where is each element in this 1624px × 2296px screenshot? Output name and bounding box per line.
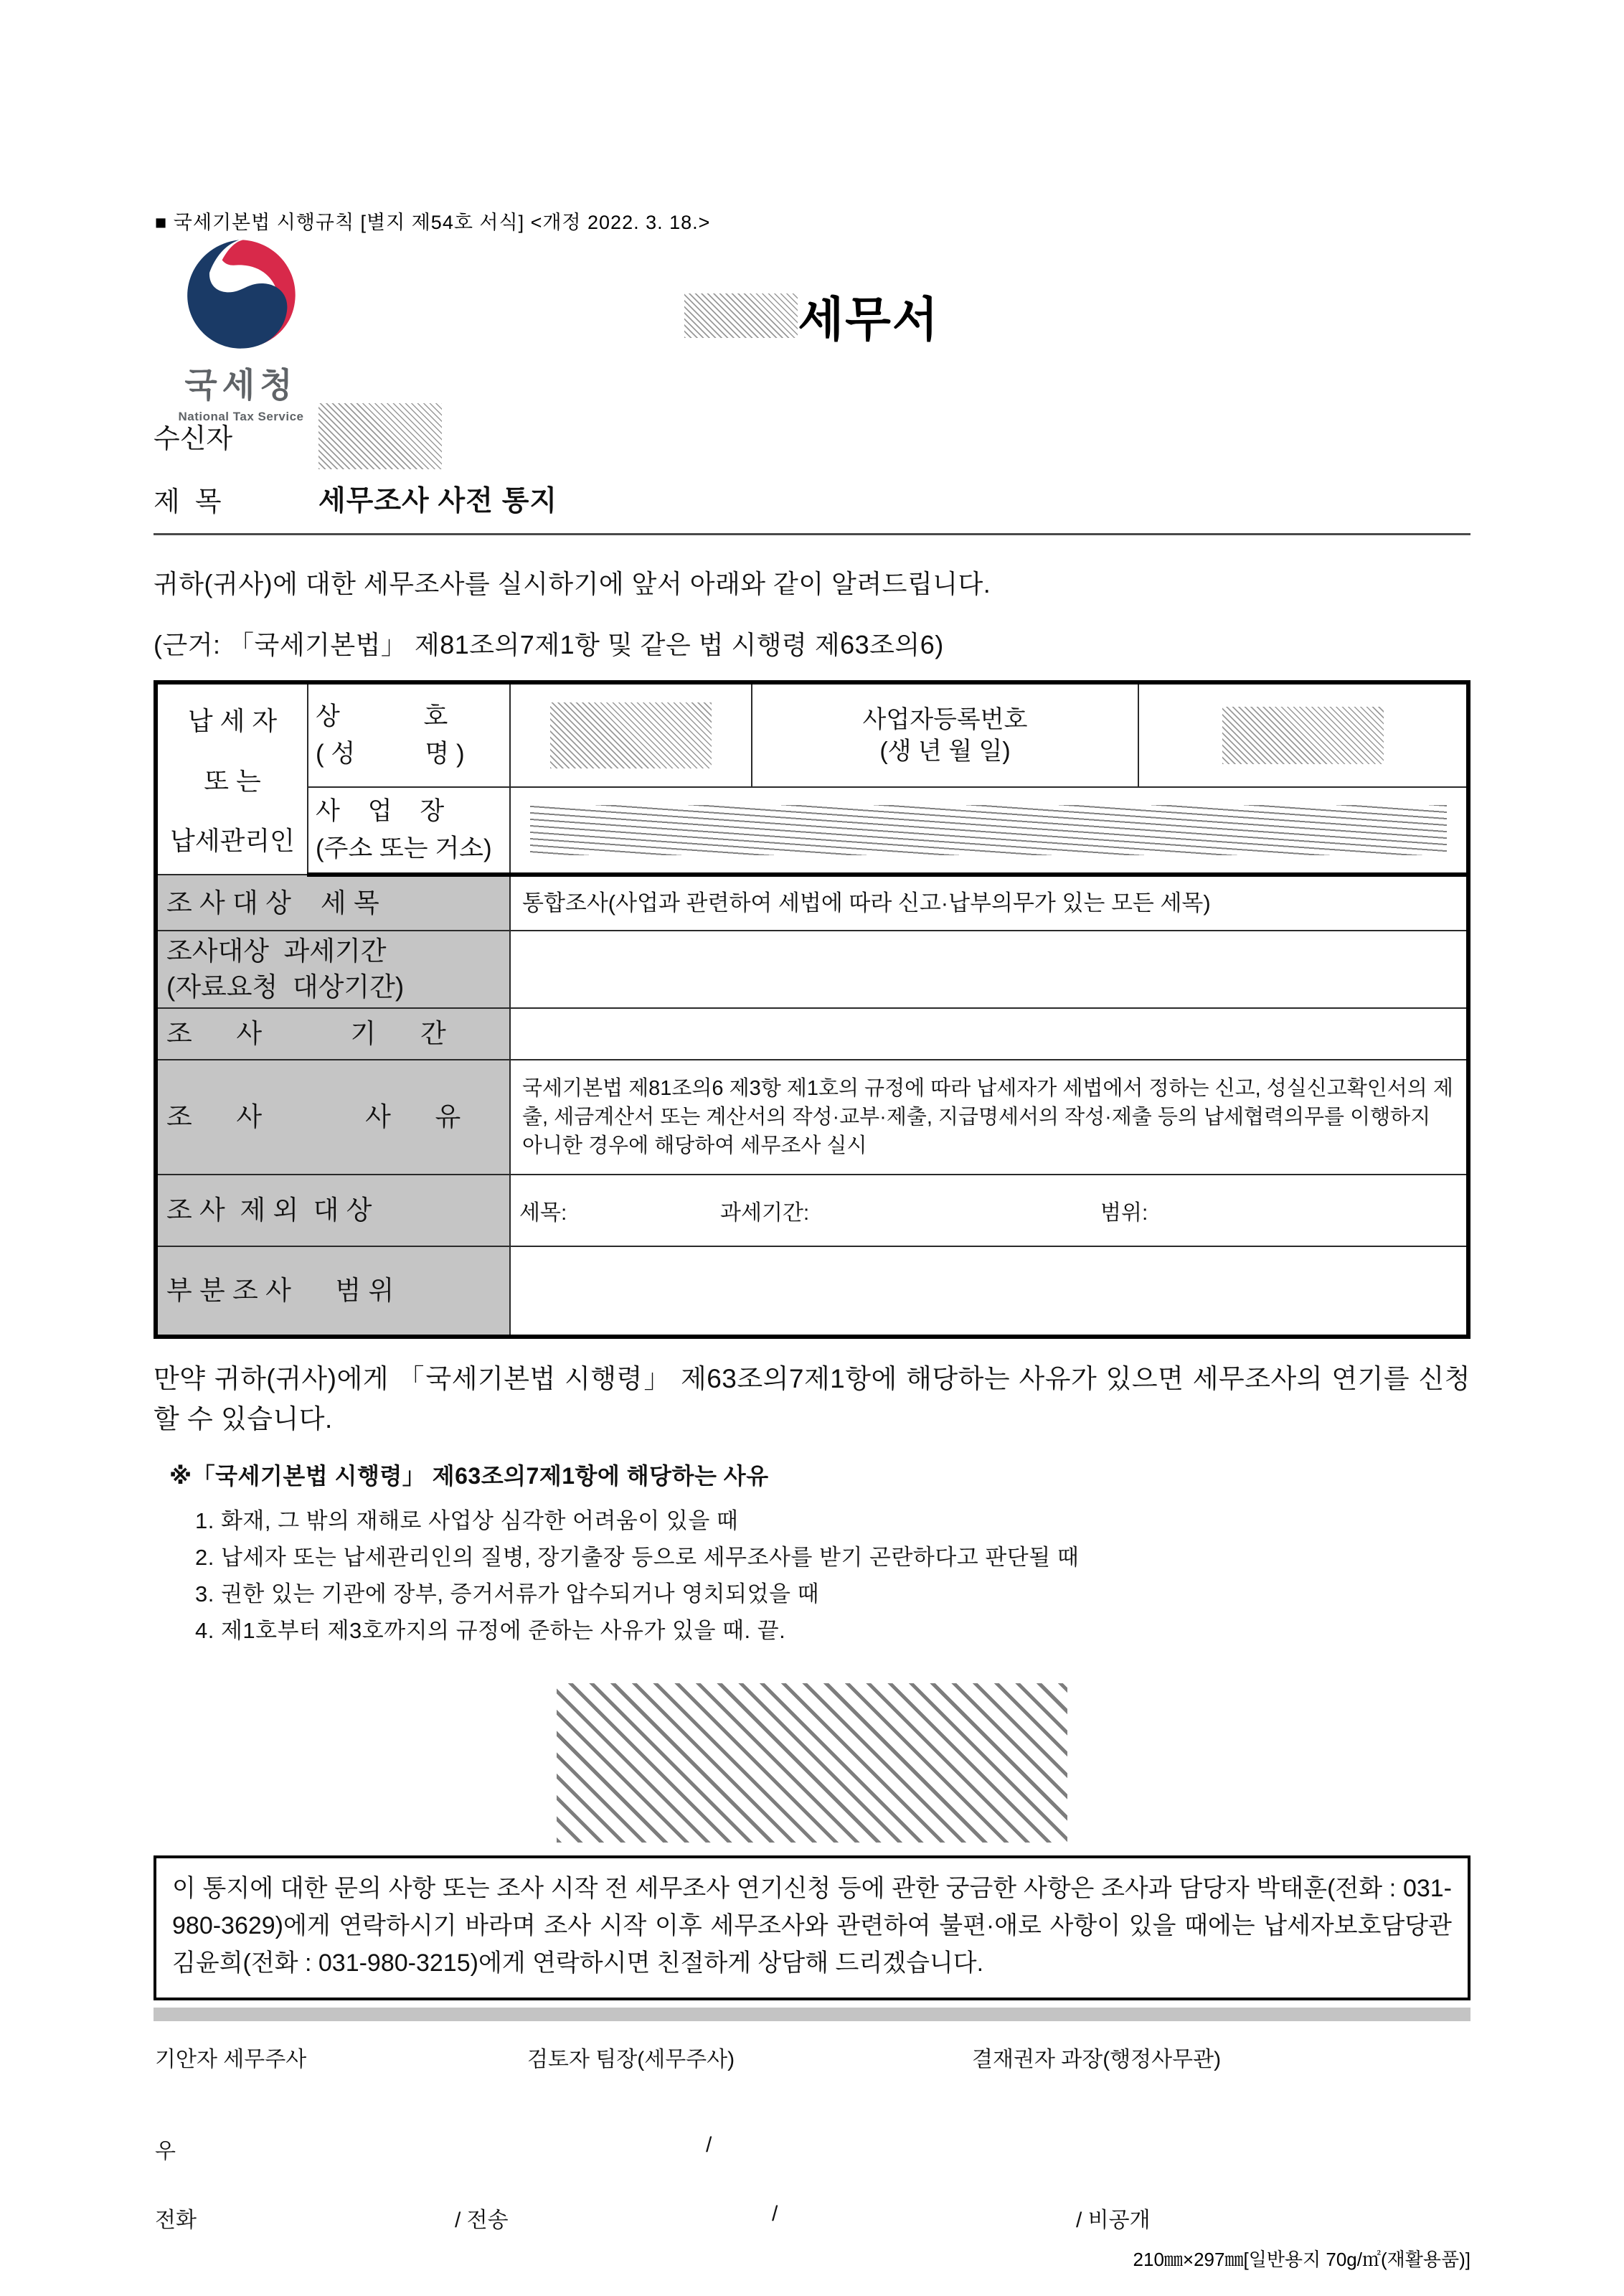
drafter-label: 기안자 세무주사 bbox=[155, 2048, 307, 2071]
registration-number-value-cell bbox=[1138, 682, 1468, 787]
trade-name-label-cell bbox=[308, 682, 510, 787]
note-item-1: 1. 화재, 그 밖의 재해로 사업상 심각한 어려움이 있을 때 bbox=[195, 1508, 739, 1533]
intro-paragraph: 귀하(귀사)에 대한 세무조사를 실시하기에 앞서 아래와 같이 알려드립니다. bbox=[154, 569, 991, 598]
fax-label: / 전송 bbox=[455, 2208, 509, 2232]
table-row bbox=[156, 1246, 1468, 1337]
privacy-label: / 비공개 bbox=[1076, 2208, 1151, 2232]
office-title-suffix: 세무서 bbox=[798, 293, 940, 346]
business-label-line1: 사 업 장 bbox=[316, 797, 445, 825]
excluded-period-label: 과세기간: bbox=[720, 1201, 810, 1225]
trade-name-label-line2: ( 성 명 ) bbox=[316, 740, 465, 768]
notice-table bbox=[154, 680, 1470, 1339]
footer-gray-bar bbox=[154, 2008, 1470, 2021]
partial-scope-value-cell bbox=[510, 1246, 1468, 1337]
reg-no-label-line1: 사업자등록번호 bbox=[862, 706, 1028, 733]
recipient-row bbox=[154, 402, 1470, 470]
tax-period-label-cell bbox=[156, 931, 510, 1008]
redacted-stamp-block bbox=[557, 1683, 1067, 1843]
form-reference: ■ 국세기본법 시행규칙 [별지 제54호 서식] <개정 2022. 3. 18.> bbox=[155, 212, 711, 233]
investigation-reason-label-cell bbox=[156, 1060, 510, 1175]
partial-scope-value bbox=[511, 1284, 1466, 1298]
phone-row bbox=[154, 2202, 1470, 2234]
table-row bbox=[156, 1008, 1468, 1060]
tax-items-value: 통합조사(사업과 관련하여 세법에 따라 신고·납부의무가 있는 모든 세목) bbox=[522, 890, 1211, 916]
excluded-value-cell bbox=[510, 1175, 1468, 1246]
document-body bbox=[154, 402, 1470, 2272]
tax-period-label-line2: (자료요청 대상기간) bbox=[166, 972, 405, 1002]
subject-label: 제 목 bbox=[154, 486, 222, 517]
redacted-trade-name bbox=[550, 702, 712, 768]
table-row bbox=[156, 1060, 1468, 1175]
tax-period-label-line1: 조사대상 과세기간 bbox=[166, 936, 387, 966]
redacted-recipient bbox=[318, 403, 442, 469]
table-row bbox=[156, 875, 1468, 931]
tax-items-label: 조 사 대 상 세 목 bbox=[166, 888, 379, 918]
trade-name-label-line1: 상 호 bbox=[316, 702, 448, 730]
note-item-4: 4. 제1호부터 제3호까지의 규정에 준하는 사유가 있을 때. 끝. bbox=[195, 1618, 786, 1643]
excluded-label-cell bbox=[156, 1175, 510, 1246]
logo-english-name: National Tax Service bbox=[178, 410, 304, 423]
tax-items-value-cell bbox=[510, 875, 1468, 931]
recipient-label: 수신자 bbox=[154, 424, 233, 454]
investigation-period-label: 조 사 기 간 bbox=[166, 1019, 446, 1048]
reg-no-label-line2: (생 년 월 일) bbox=[879, 738, 1011, 765]
investigation-period-label-cell bbox=[156, 1008, 510, 1060]
paper-size-note: 210㎜×297㎜[일반용지 70g/㎡(재활용품)] bbox=[1133, 2249, 1470, 2270]
subject-row bbox=[154, 480, 1470, 517]
investigation-reason-label: 조 사 사 유 bbox=[166, 1102, 461, 1131]
table-row bbox=[156, 787, 1468, 875]
postponement-paragraph: 만약 귀하(귀사)에게 「국세기본법 시행령」 제63조의7제1항에 해당하는 사유가 있으면 세무조사의 연기를 신청할 수 있습니다. bbox=[154, 1364, 1470, 1434]
mid-slash: / bbox=[772, 2202, 778, 2226]
redacted-office-name bbox=[684, 293, 798, 338]
contact-info-box: 이 통지에 대한 문의 사항 또는 조사 시작 전 세무조사 연기신청 등에 관한 궁금한 사항은 조사과 담당자 박태훈(전화 : 031-980-3629)에게 연락하시기 바라며 조사 시작 이후 세무조사와 관련하여 불편·애로 사항이 있을 때에는 납세자보호담당관 김윤희(전화 : 031-980-3215)에게 연락하시면 친절하게 상담해 드리겠습니다. bbox=[154, 1855, 1470, 2000]
logo-korean-name: 국세청 bbox=[184, 366, 298, 404]
table-row bbox=[156, 1175, 1468, 1246]
notes-heading: ※「국세기본법 시행령」 제63조의7제1항에 해당하는 사유 bbox=[169, 1463, 769, 1489]
subject-value: 세무조사 사전 통지 bbox=[318, 486, 558, 517]
postal-slash: / bbox=[706, 2133, 712, 2157]
tax-period-value-cell bbox=[510, 931, 1468, 1008]
business-place-label-cell bbox=[308, 787, 510, 875]
separator-line bbox=[154, 533, 1470, 535]
table-row bbox=[156, 931, 1468, 1008]
legal-basis-paragraph: (근거: 「국세기본법」 제81조의7제1항 및 같은 법 시행령 제63조의6) bbox=[154, 630, 944, 659]
taxpayer-label-2: 또 는 bbox=[204, 766, 261, 796]
taxpayer-label-1: 납 세 자 bbox=[187, 706, 278, 735]
business-place-value-cell bbox=[510, 787, 1468, 875]
investigation-period-value-cell bbox=[510, 1008, 1468, 1060]
investigation-reason-value: 국세기본법 제81조의6 제3항 제1호의 규정에 따라 납세자가 세법에서 정하는 신고, 성실신고확인서의 제출, 세금계산서 또는 계산서의 작성·교부·제출, 지급명세서의 작성·제출 등의 납세협력의무를 이행하지 아니한 경우에 해당하여 세무조사 실시 bbox=[522, 1077, 1453, 1157]
phone-label: 전화 bbox=[155, 2208, 197, 2232]
note-item-3: 3. 권한 있는 기관에 장부, 증거서류가 압수되거나 영치되었을 때 bbox=[195, 1581, 820, 1606]
business-label-line2: (주소 또는 거소) bbox=[316, 834, 492, 862]
partial-scope-label: 부 분 조 사 범 위 bbox=[166, 1276, 395, 1305]
approver-row bbox=[154, 2041, 1470, 2077]
table-row bbox=[156, 682, 1468, 787]
office-title bbox=[0, 281, 1624, 349]
postal-label: 우 bbox=[155, 2140, 176, 2163]
tax-period-value bbox=[511, 962, 1466, 977]
partial-scope-label-cell bbox=[156, 1246, 510, 1337]
approver-label: 결재권자 과장(행정사무관) bbox=[972, 2048, 1222, 2071]
trade-name-value-cell bbox=[510, 682, 752, 787]
excluded-item-label: 세목: bbox=[519, 1201, 567, 1225]
tax-items-label-cell bbox=[156, 875, 510, 931]
note-item-2: 2. 납세자 또는 납세관리인의 질병, 장기출장 등으로 세무조사를 받기 곤란하다고 판단될 때 bbox=[195, 1545, 1080, 1570]
reviewer-label: 검토자 팀장(세무주사) bbox=[527, 2048, 735, 2071]
redacted-business-address bbox=[530, 805, 1448, 855]
registration-number-label-cell bbox=[752, 682, 1138, 787]
investigation-reason-value-cell bbox=[510, 1060, 1468, 1175]
taxpayer-label-3: 납세관리인 bbox=[170, 826, 295, 855]
redacted-registration-number bbox=[1222, 707, 1384, 764]
investigation-period-value bbox=[511, 1027, 1466, 1041]
excluded-scope-label: 범위: bbox=[1100, 1201, 1148, 1225]
excluded-label: 조 사 제 외 대 상 bbox=[166, 1195, 372, 1225]
notes-list bbox=[195, 1502, 1470, 1649]
postal-row bbox=[154, 2133, 1470, 2169]
taxpayer-group-cell bbox=[156, 682, 308, 875]
